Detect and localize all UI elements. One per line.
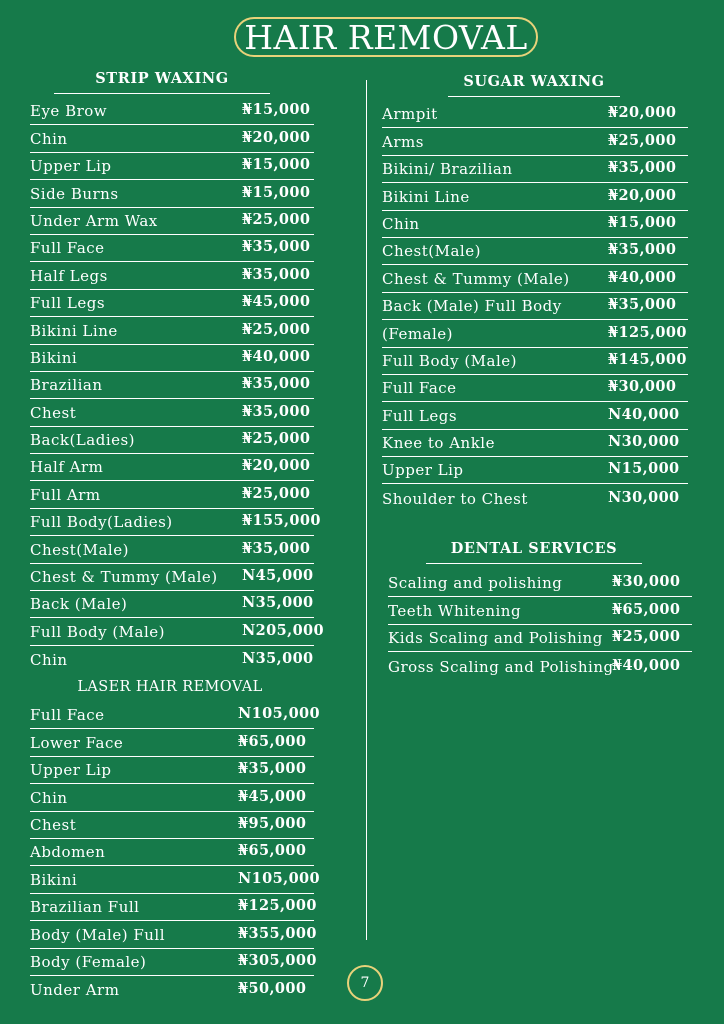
service-name: Chin: [30, 788, 68, 807]
list-item: [30, 427, 314, 454]
service-name: Full Body (Male): [382, 351, 518, 370]
dental-services-heading: [426, 540, 642, 557]
page-title: HAIR REMOVAL: [234, 17, 538, 57]
list-item: [30, 921, 317, 948]
service-price: ₦30,000: [612, 573, 681, 591]
list-item: [30, 536, 314, 563]
list-item: [382, 348, 688, 375]
sugar-waxing-heading-text: SUGAR WAXING: [463, 73, 605, 90]
laser-hair-removal-list: [30, 702, 321, 1003]
service-name: Full Body(Ladies): [30, 513, 173, 532]
list-item: [382, 101, 688, 128]
service-name: Chest & Tummy (Male): [382, 269, 570, 288]
list-item: [382, 484, 688, 511]
service-price: ₦20,000: [242, 128, 311, 146]
service-name: Bikini/ Brazilian: [382, 160, 513, 179]
laser-hair-removal-heading: [60, 679, 280, 695]
service-name: Scaling and polishing: [388, 574, 563, 593]
service-price: ₦25,000: [242, 210, 311, 228]
list-item: [388, 652, 692, 679]
service-price: N45,000: [242, 567, 314, 585]
service-name: Full Legs: [30, 294, 106, 313]
service-price: ₦15,000: [242, 156, 311, 174]
list-item: [388, 597, 692, 624]
service-name: Gross Scaling and Polishing: [388, 657, 614, 676]
service-name: Under Arm: [30, 981, 120, 1000]
service-price: ₦35,000: [608, 241, 677, 259]
list-item: [30, 702, 321, 729]
service-name: Chin: [30, 651, 68, 670]
strip-waxing-heading-rule: [54, 93, 270, 94]
list-item: [382, 293, 688, 320]
list-item: [30, 235, 314, 262]
service-price: ₦20,000: [608, 186, 677, 204]
list-item: [382, 430, 688, 457]
service-price: ₦20,000: [242, 457, 311, 475]
service-name: Full Body (Male): [30, 622, 166, 641]
list-item: [388, 570, 692, 597]
service-price: ₦50,000: [238, 980, 307, 998]
service-price: ₦45,000: [238, 787, 307, 805]
service-name: Bikini Line: [382, 187, 470, 206]
list-item: [382, 238, 688, 265]
list-item: [30, 317, 314, 344]
service-price: ₦35,000: [242, 402, 311, 420]
dental-services-heading-rule: [426, 563, 642, 564]
service-name: Bikini Line: [30, 321, 118, 340]
service-price: ₦40,000: [612, 656, 681, 674]
service-name: Knee to Ankle: [382, 434, 495, 453]
list-item: [30, 894, 317, 921]
service-price: ₦15,000: [242, 183, 311, 201]
list-item: [30, 784, 314, 811]
service-name: Bikini: [30, 348, 78, 367]
service-name: Body (Male) Full: [30, 925, 166, 944]
service-price: ₦155,000: [242, 512, 321, 530]
service-name: Shoulder to Chest: [382, 489, 528, 508]
list-item: [30, 812, 314, 839]
service-price: N15,000: [608, 460, 680, 478]
list-item: [30, 372, 314, 399]
laser-hair-removal-heading-text: LASER HAIR REMOVAL: [77, 679, 263, 695]
strip-waxing-list: [30, 98, 325, 673]
list-item: [382, 128, 688, 155]
list-item: [30, 564, 314, 591]
sugar-waxing-list: [382, 101, 688, 512]
service-name: Eye Brow: [30, 102, 108, 121]
service-name: Chest(Male): [30, 540, 129, 559]
service-price: ₦25,000: [242, 430, 311, 448]
service-name: Kids Scaling and Polishing: [388, 629, 603, 648]
service-name: Full Face: [30, 239, 105, 258]
service-price: ₦65,000: [238, 842, 307, 860]
list-item: [30, 481, 314, 508]
service-price: N35,000: [242, 594, 314, 612]
service-price: ₦125,000: [608, 323, 687, 341]
service-name: Back (Male) Full Body: [382, 297, 562, 316]
service-name: Arms: [382, 132, 424, 151]
list-item: [30, 839, 314, 866]
service-name: Full Face: [30, 706, 105, 725]
service-name: Brazilian Full: [30, 898, 140, 917]
service-name: (Female): [382, 324, 454, 343]
service-price: ₦15,000: [242, 101, 311, 119]
list-item: [30, 757, 314, 784]
service-price: N105,000: [238, 869, 321, 887]
service-price: ₦145,000: [608, 350, 687, 368]
service-name: Full Arm: [30, 485, 101, 504]
list-item: [382, 457, 688, 484]
list-item: [30, 345, 314, 372]
service-price: N105,000: [238, 705, 321, 723]
list-item: [382, 402, 688, 429]
service-name: Chest: [30, 815, 77, 834]
service-price: ₦35,000: [242, 265, 311, 283]
service-name: Chin: [382, 214, 420, 233]
service-name: Under Arm Wax: [30, 211, 158, 230]
service-price: ₦65,000: [238, 732, 307, 750]
service-name: Chest(Male): [382, 242, 481, 261]
list-item: [30, 208, 314, 235]
list-item: [382, 375, 688, 402]
list-item: [30, 262, 314, 289]
list-item: [382, 211, 688, 238]
service-price: ₦45,000: [242, 293, 311, 311]
service-name: Armpit: [382, 105, 438, 124]
list-item: [30, 949, 317, 976]
list-item: [30, 153, 314, 180]
service-price: ₦30,000: [608, 378, 677, 396]
service-name: Side Burns: [30, 184, 119, 203]
service-price: ₦20,000: [608, 104, 677, 122]
list-item: [382, 320, 688, 347]
service-name: Half Legs: [30, 266, 108, 285]
service-name: Upper Lip: [30, 761, 112, 780]
service-price: ₦40,000: [242, 347, 311, 365]
service-price: ₦35,000: [242, 238, 311, 256]
list-item: [30, 98, 314, 125]
service-name: Full Face: [382, 379, 457, 398]
service-price: ₦25,000: [242, 484, 311, 502]
service-name: Lower Face: [30, 733, 124, 752]
column-divider: [366, 80, 367, 940]
dental-services-list: [388, 570, 692, 680]
list-item: [30, 729, 314, 756]
service-name: Brazilian: [30, 376, 103, 395]
service-name: Back(Ladies): [30, 431, 136, 450]
service-price: ₦25,000: [612, 628, 681, 646]
sugar-waxing-heading-rule: [448, 96, 620, 97]
service-price: N205,000: [242, 621, 325, 639]
dental-services-heading-text: DENTAL SERVICES: [450, 540, 618, 557]
list-item: [388, 625, 692, 652]
service-price: ₦305,000: [238, 951, 317, 969]
service-name: Chest & Tummy (Male): [30, 568, 218, 587]
service-name: Upper Lip: [382, 461, 464, 480]
service-name: Chin: [30, 129, 68, 148]
service-price: ₦35,000: [238, 760, 307, 778]
service-name: Upper Lip: [30, 157, 112, 176]
service-name: Abdomen: [30, 843, 106, 862]
service-price: ₦95,000: [238, 814, 307, 832]
list-item: [382, 156, 688, 183]
service-price: N35,000: [242, 650, 314, 668]
list-item: [30, 646, 314, 673]
sugar-waxing-heading: [448, 73, 620, 90]
list-item: [30, 509, 321, 536]
list-item: [30, 180, 314, 207]
page-number: 7: [347, 965, 383, 1001]
service-name: Bikini: [30, 870, 78, 889]
service-price: N40,000: [608, 405, 680, 423]
list-item: [30, 591, 314, 618]
service-price: ₦35,000: [608, 296, 677, 314]
list-item: [382, 265, 688, 292]
service-name: Back (Male): [30, 595, 128, 614]
list-item: [30, 399, 314, 426]
service-price: ₦65,000: [612, 600, 681, 618]
service-name: Chest: [30, 403, 77, 422]
service-price: ₦355,000: [238, 924, 317, 942]
list-item: [382, 183, 688, 210]
service-price: ₦15,000: [608, 213, 677, 231]
service-price: ₦25,000: [242, 320, 311, 338]
service-price: ₦35,000: [242, 375, 311, 393]
list-item: [30, 866, 321, 893]
list-item: [30, 290, 314, 317]
list-item: [30, 125, 314, 152]
service-price: ₦35,000: [608, 159, 677, 177]
list-item: [30, 454, 314, 481]
list-item: [30, 618, 325, 645]
strip-waxing-heading: [54, 70, 270, 87]
service-price: ₦35,000: [242, 539, 311, 557]
service-name: Full Legs: [382, 406, 458, 425]
service-price: ₦25,000: [608, 131, 677, 149]
strip-waxing-heading-text: STRIP WAXING: [95, 70, 229, 87]
service-price: N30,000: [608, 433, 680, 451]
list-item: [30, 976, 314, 1003]
service-name: Body (Female): [30, 952, 147, 971]
service-price: N30,000: [608, 488, 680, 506]
service-name: Teeth Whitening: [388, 601, 522, 620]
service-price: ₦40,000: [608, 268, 677, 286]
service-name: Half Arm: [30, 458, 104, 477]
service-price: ₦125,000: [238, 897, 317, 915]
